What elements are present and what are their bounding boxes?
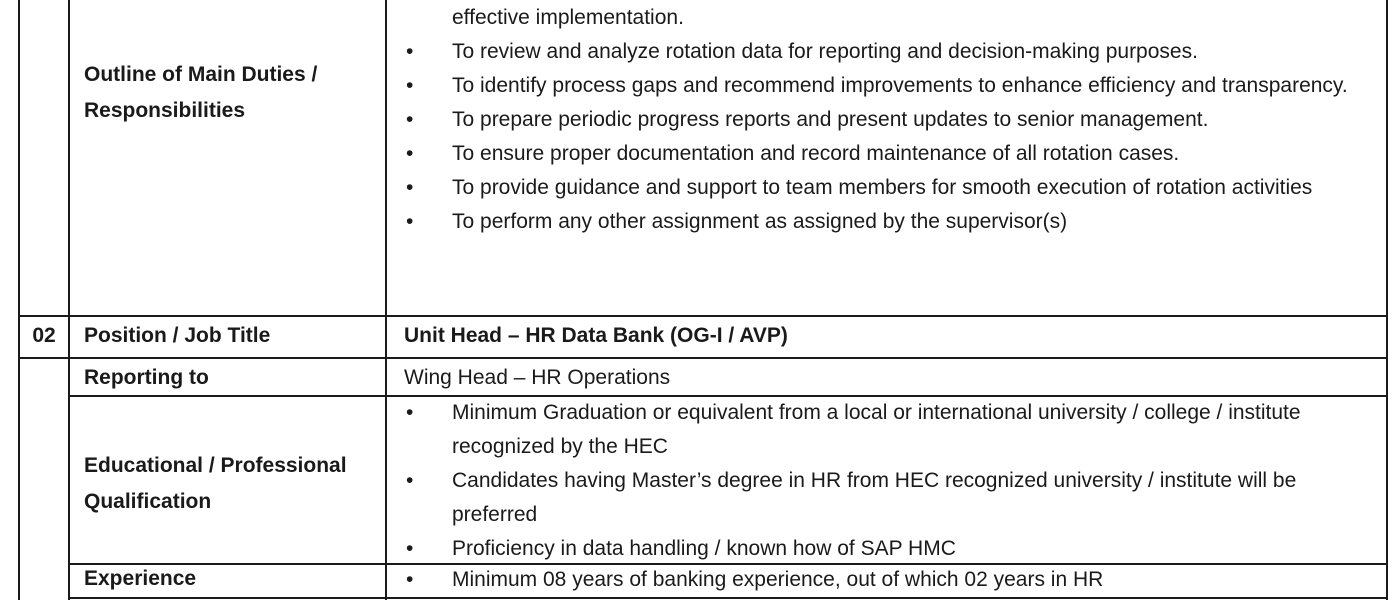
row-number: 02 [32,324,56,347]
table-border-left [18,0,20,600]
bullet-icon: • [406,142,414,165]
education-label-line1: Educational / Professional [84,454,347,477]
position-value: Unit Head – HR Data Bank (OG-I / AVP) [404,324,788,347]
list-item: • To provide guidance and support to team members for smooth execution of rotation activities [404,171,1374,205]
list-item: • To identify process gaps and recommend improvements to enhance efficiency and transparency. [404,69,1374,103]
bullet-icon: • [406,210,414,233]
bullet-icon: • [406,537,414,560]
duties-continued-text-value: effective implementation. [452,6,684,29]
row-divider-experience-bottom [68,597,1388,599]
list-item: • Proficiency in data handling / known how of SAP HMC [404,532,1374,566]
bullet-icon: • [406,40,414,63]
duties-continued-text [452,1,684,35]
reporting-value: Wing Head – HR Operations [404,366,671,389]
list-item: • Minimum Graduation or equivalent from a local or international university / college / institute recognized by the HEC [404,396,1374,464]
experience-list [404,563,1374,597]
bullet-icon: • [406,108,414,131]
duties-label-line2: Responsibilities [84,99,246,122]
list-item: • To perform any other assignment as assigned by the supervisor(s) [404,205,1374,239]
education-label [84,448,347,520]
bullet-icon: • [406,176,414,199]
list-item: • Minimum 08 years of banking experience, out of which 02 years in HR [404,563,1374,597]
duties-list [404,35,1374,239]
list-item: • To prepare periodic progress reports and present updates to senior management. [404,103,1374,137]
list-item: • To review and analyze rotation data for reporting and decision-making purposes. [404,35,1374,69]
duties-label-line1: Outline of Main Duties / [84,63,318,86]
bullet-icon: • [406,568,414,591]
education-list [404,396,1374,566]
list-item: • To ensure proper documentation and record maintenance of all rotation cases. [404,137,1374,171]
row-divider-position-bottom [18,357,1388,359]
list-item: • Candidates having Master’s degree in HR from HEC recognized university / institute will be preferred [404,464,1374,532]
row-divider-position-top [18,315,1388,317]
column-divider-label [385,0,387,600]
position-label: Position / Job Title [84,324,271,347]
experience-label: Experience [84,567,197,590]
education-label-line2: Qualification [84,490,212,513]
reporting-label: Reporting to [84,366,209,389]
column-divider-number [68,0,70,600]
table-border-right [1386,0,1388,600]
bullet-icon: • [406,74,414,97]
duties-label [84,57,317,129]
bullet-icon: • [406,401,414,424]
bullet-icon: • [406,469,414,492]
